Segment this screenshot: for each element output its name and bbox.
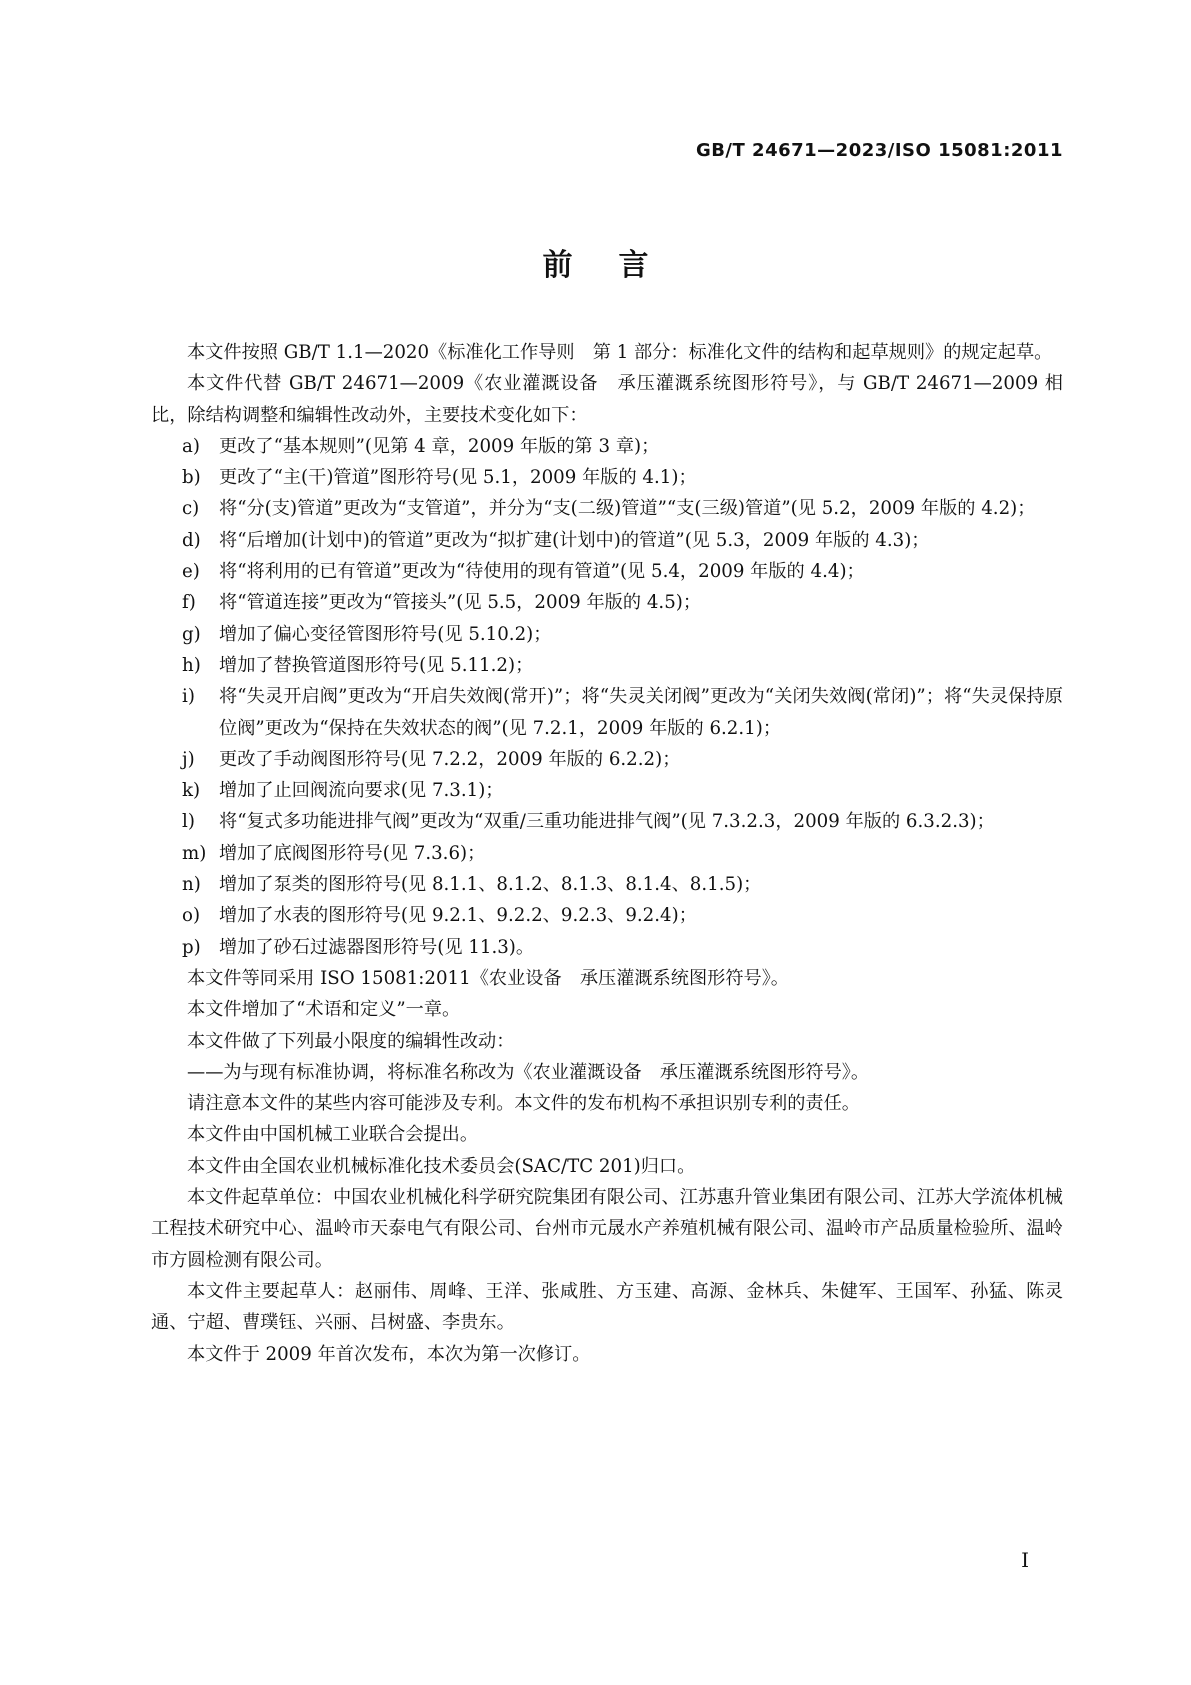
foreword-body [151, 337, 1063, 1370]
page-number: I [1021, 1548, 1029, 1572]
list-item [151, 806, 1063, 837]
list-item [151, 681, 1063, 744]
list-item-text: 增加了偏心变径管图形符号(见 5.10.2)； [219, 623, 552, 645]
list-marker: j) [182, 748, 195, 770]
list-item [151, 493, 1063, 524]
list-item [151, 462, 1063, 493]
paragraph: 本文件由中国机械工业联合会提出。 [187, 1124, 479, 1146]
list-item [151, 869, 1063, 900]
list-marker: e) [182, 561, 200, 583]
list-item [151, 525, 1063, 556]
changes-list [151, 431, 1063, 963]
list-item-text: 更改了“基本规则”(见第 4 章，2009 年版的第 3 章)； [219, 435, 660, 457]
list-item-text: 将“分(支)管道”更改为“支管道”，并分为“支(二级)管道”“支(三级)管道”(见 5.2，2009 年版的 4.2)； [219, 498, 1036, 520]
paragraph: 请注意本文件的某些内容可能涉及专利。本文件的发布机构不承担识别专利的责任。 [187, 1093, 860, 1115]
list-item-text: 增加了水表的图形符号(见 9.2.1、9.2.2、9.2.3、9.2.4)； [219, 905, 697, 927]
page-title: 前言 [542, 248, 695, 283]
list-item-text: 将“失灵开启阀”更改为“开启失效阀(常开)”；将“失灵关闭阀”更改为“关闭失效阀(常闭)”；将“失灵保持原位阀”更改为“保持在失效状态的阀”(见 7.2.1，2009 年版的 6.2.1)； [219, 686, 1063, 739]
paragraph: 本文件由全国农业机械标准化技术委员会(SAC/TC 201)归口。 [187, 1155, 696, 1177]
paragraph: 本文件代替 GB/T 24671—2009《农业灌溉设备 承压灌溉系统图形符号》，与 GB/T 24671—2009 相比，除结构调整和编辑性改动外，主要技术变化如下： [151, 373, 1063, 426]
list-marker: l) [182, 811, 195, 833]
list-marker: m) [182, 842, 207, 864]
list-item-text: 增加了替换管道图形符号(见 5.11.2)； [219, 654, 534, 676]
list-marker: g) [182, 623, 201, 645]
paragraph: 本文件于 2009 年首次发布，本次为第一次修订。 [187, 1343, 591, 1365]
list-marker: d) [182, 529, 201, 551]
list-item [151, 587, 1063, 618]
list-item-text: 将“复式多功能进排气阀”更改为“双重/三重功能进排气阀”(见 7.3.2.3，2009 年版的 6.3.2.3)； [219, 811, 995, 833]
list-marker: a) [182, 435, 200, 457]
list-marker: i) [182, 686, 195, 708]
list-item-text: 增加了底阀图形符号(见 7.3.6)； [219, 842, 486, 864]
list-item-text: 将“将利用的已有管道”更改为“待使用的现有管道”(见 5.4，2009 年版的 4.4)； [219, 561, 865, 583]
list-item [151, 431, 1063, 462]
list-marker: h) [182, 654, 201, 676]
paragraph: 本文件按照 GB/T 1.1—2020《标准化工作导则 第 1 部分：标准化文件的结构和起草规则》的规定起草。 [187, 342, 1053, 363]
paragraph: 本文件等同采用 ISO 15081:2011《农业设备 承压灌溉系统图形符号》。 [187, 967, 789, 989]
list-item-text: 更改了手动阀图形符号(见 7.2.2，2009 年版的 6.2.2)； [219, 748, 681, 770]
paragraph: 本文件主要起草人：赵丽伟、周峰、王洋、张咸胜、方玉建、高源、金林兵、朱健军、王国军、孙猛、陈灵通、宁超、曹璞钰、兴丽、吕树盛、李贵东。 [151, 1280, 1063, 1334]
list-marker: p) [182, 936, 201, 958]
list-marker: n) [182, 874, 201, 896]
list-item [151, 775, 1063, 806]
paragraph: 本文件起草单位：中国农业机械化科学研究院集团有限公司、江苏惠升管业集团有限公司、江苏大学流体机械工程技术研究中心、温岭市天泰电气有限公司、台州市元晟水产养殖机械有限公司、温岭市产品质量检验所、温岭市方圆检测有限公司。 [151, 1187, 1063, 1271]
list-item-text: 增加了砂石过滤器图形符号(见 11.3)。 [219, 936, 535, 958]
list-item-text: 增加了泵类的图形符号(见 8.1.1、8.1.2、8.1.3、8.1.4、8.1.5)； [219, 874, 762, 896]
list-marker: c) [182, 498, 200, 520]
list-item [151, 932, 1063, 963]
list-item [151, 650, 1063, 681]
list-marker: b) [182, 467, 201, 489]
list-marker: k) [182, 780, 201, 802]
list-marker: o) [182, 905, 201, 927]
list-item-text: 增加了止回阀流向要求(见 7.3.1)； [219, 780, 504, 802]
list-item [151, 744, 1063, 775]
document-code: GB/T 24671—2023/ISO 15081:2011 [695, 140, 1063, 161]
list-item-text: 将“管道连接”更改为“管接头”(见 5.5，2009 年版的 4.5)； [219, 592, 702, 614]
list-item [151, 619, 1063, 650]
list-item [151, 900, 1063, 931]
list-item [151, 556, 1063, 587]
list-item-text: 将“后增加(计划中)的管道”更改为“拟扩建(计划中)的管道”(见 5.3，2009 年版的 4.3)； [219, 529, 930, 551]
dash-item: ——为与现有标准协调，将标准名称改为《农业灌溉设备 承压灌溉系统图形符号》。 [187, 1061, 870, 1083]
list-marker: f) [182, 592, 196, 614]
paragraph: 本文件做了下列最小限度的编辑性改动： [187, 1030, 515, 1052]
list-item [151, 838, 1063, 869]
paragraph: 本文件增加了“术语和定义”一章。 [187, 999, 461, 1021]
list-item-text: 更改了“主(干)管道”图形符号(见 5.1，2009 年版的 4.1)； [219, 467, 697, 489]
